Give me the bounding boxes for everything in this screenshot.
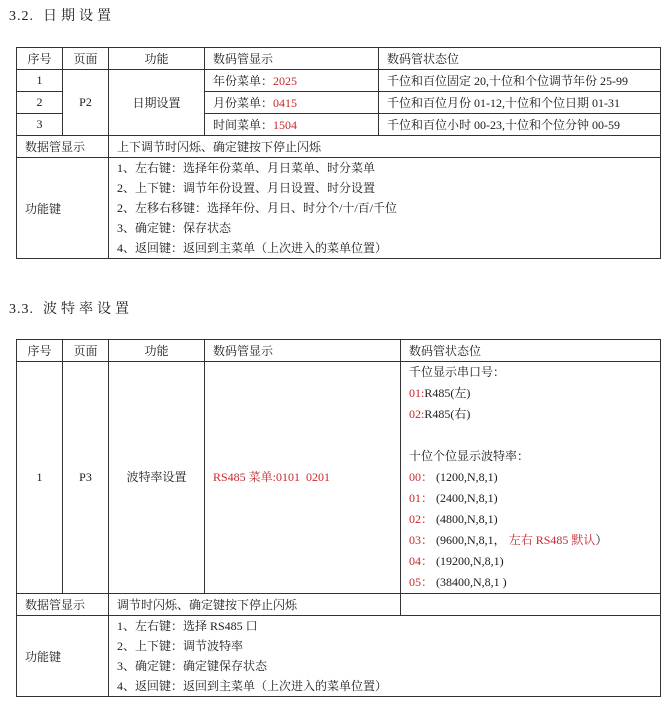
header-cell-page: 页面: [63, 48, 109, 70]
function-keys-label: 功能键: [17, 616, 109, 697]
cell-page: P3: [63, 362, 109, 594]
cell-func: 波特率设置: [109, 362, 205, 594]
display-note-label: 数据管显示: [17, 136, 109, 158]
display-value: 2025: [273, 74, 298, 88]
function-key-line: 2、左移右移键：选择年份、月日、时分个/十/百/千位: [117, 201, 398, 215]
display-note-row: [17, 136, 661, 158]
cell-func: 日期设置: [109, 70, 205, 136]
display-note-text: 上下调节时闪烁、确定键按下停止闪烁: [109, 136, 661, 158]
display-value: RS485 菜单:0101 0201: [213, 470, 331, 484]
status-line: 02： (4800,N,8,1): [409, 512, 498, 526]
display-note-text: 调节时闪烁、确定键按下停止闪烁: [109, 594, 401, 616]
section-3-2-title: [9, 8, 660, 26]
display-label: 时间菜单：: [213, 118, 274, 132]
display-label: 年份菜单：: [213, 74, 274, 88]
display-note-row: [17, 594, 661, 616]
section-3-3-title: [9, 301, 660, 319]
function-key-line: 4、返回键：返回到主菜单（上次进入的菜单位置）: [117, 241, 388, 255]
date-settings-table: [16, 47, 661, 259]
section-title-text: 日期设置: [43, 9, 115, 24]
status-line: 01:R485(左): [409, 386, 471, 400]
function-key-line: 2、上下键：调节波特率: [117, 639, 244, 653]
cell-display: [205, 114, 379, 136]
section-number: 3.3.: [9, 302, 34, 317]
section-number: 3.2.: [9, 9, 34, 24]
cell-seq: 3: [17, 114, 63, 136]
status-line: 04： (19200,N,8,1): [409, 554, 504, 568]
cell-seq: 1: [17, 70, 63, 92]
status-line: 00： (1200,N,8,1): [409, 470, 498, 484]
header-cell-display: 数码管显示: [205, 340, 401, 362]
function-key-line: 3、确定键：保存状态: [117, 221, 232, 235]
function-key-line: 2、上下键：调节年份设置、月日设置、时分设置: [117, 181, 376, 195]
status-line: [409, 425, 652, 446]
table-header-row: [17, 340, 661, 362]
status-line: 03： (9600,N,8,1， 左右 RS485 默认）: [409, 533, 608, 547]
header-cell-page: 页面: [63, 340, 109, 362]
function-key-line: 4、返回键：返回到主菜单（上次进入的菜单位置）: [117, 679, 388, 693]
display-note-empty-cell: [401, 594, 661, 616]
section-title-text: 波特率设置: [43, 302, 133, 317]
table-row-baud: [17, 362, 661, 594]
display-value: 0415: [273, 96, 298, 110]
status-line: 01： (2400,N,8,1): [409, 491, 498, 505]
function-keys-row: [17, 158, 661, 259]
display-label: 月份菜单：: [213, 96, 274, 110]
cell-status: 千位和百位固定 20,十位和个位调节年份 25-99: [379, 70, 661, 92]
cell-status: [401, 362, 661, 594]
header-cell-status: 数码管状态位: [401, 340, 661, 362]
cell-seq: 2: [17, 92, 63, 114]
function-keys-row: [17, 616, 661, 697]
status-line: 05： (38400,N,8,1 ): [409, 575, 507, 589]
cell-display: [205, 92, 379, 114]
status-line: 十位个位显示波特率：: [409, 449, 530, 463]
header-cell-seq: 序号: [17, 340, 63, 362]
function-keys-label: 功能键: [17, 158, 109, 259]
display-note-label: 数据管显示: [17, 594, 109, 616]
header-cell-display: 数码管显示: [205, 48, 379, 70]
cell-display: [205, 362, 401, 594]
cell-page: P2: [63, 70, 109, 136]
baud-settings-table: [16, 339, 661, 697]
function-key-line: 1、左右键：选择年份菜单、月日菜单、时分菜单: [117, 161, 376, 175]
cell-display: [205, 70, 379, 92]
status-line: 千位显示串口号：: [409, 365, 506, 379]
function-keys-list: [109, 158, 661, 259]
header-cell-func: 功能: [109, 48, 205, 70]
table-row-year: [17, 70, 661, 92]
function-key-line: 3、确定键：确定键保存状态: [117, 659, 268, 673]
function-key-line: 1、左右键：选择 RS485 口: [117, 619, 258, 633]
cell-status: 千位和百位小时 00-23,十位和个位分钟 00-59: [379, 114, 661, 136]
header-cell-status: 数码管状态位: [379, 48, 661, 70]
header-cell-func: 功能: [109, 340, 205, 362]
cell-status: 千位和百位月份 01-12,十位和个位日期 01-31: [379, 92, 661, 114]
function-keys-list: [109, 616, 661, 697]
table-header-row: [17, 48, 661, 70]
status-line: 02:R485(右): [409, 407, 471, 421]
header-cell-seq: 序号: [17, 48, 63, 70]
display-value: 1504: [273, 118, 298, 132]
cell-seq: 1: [17, 362, 63, 594]
